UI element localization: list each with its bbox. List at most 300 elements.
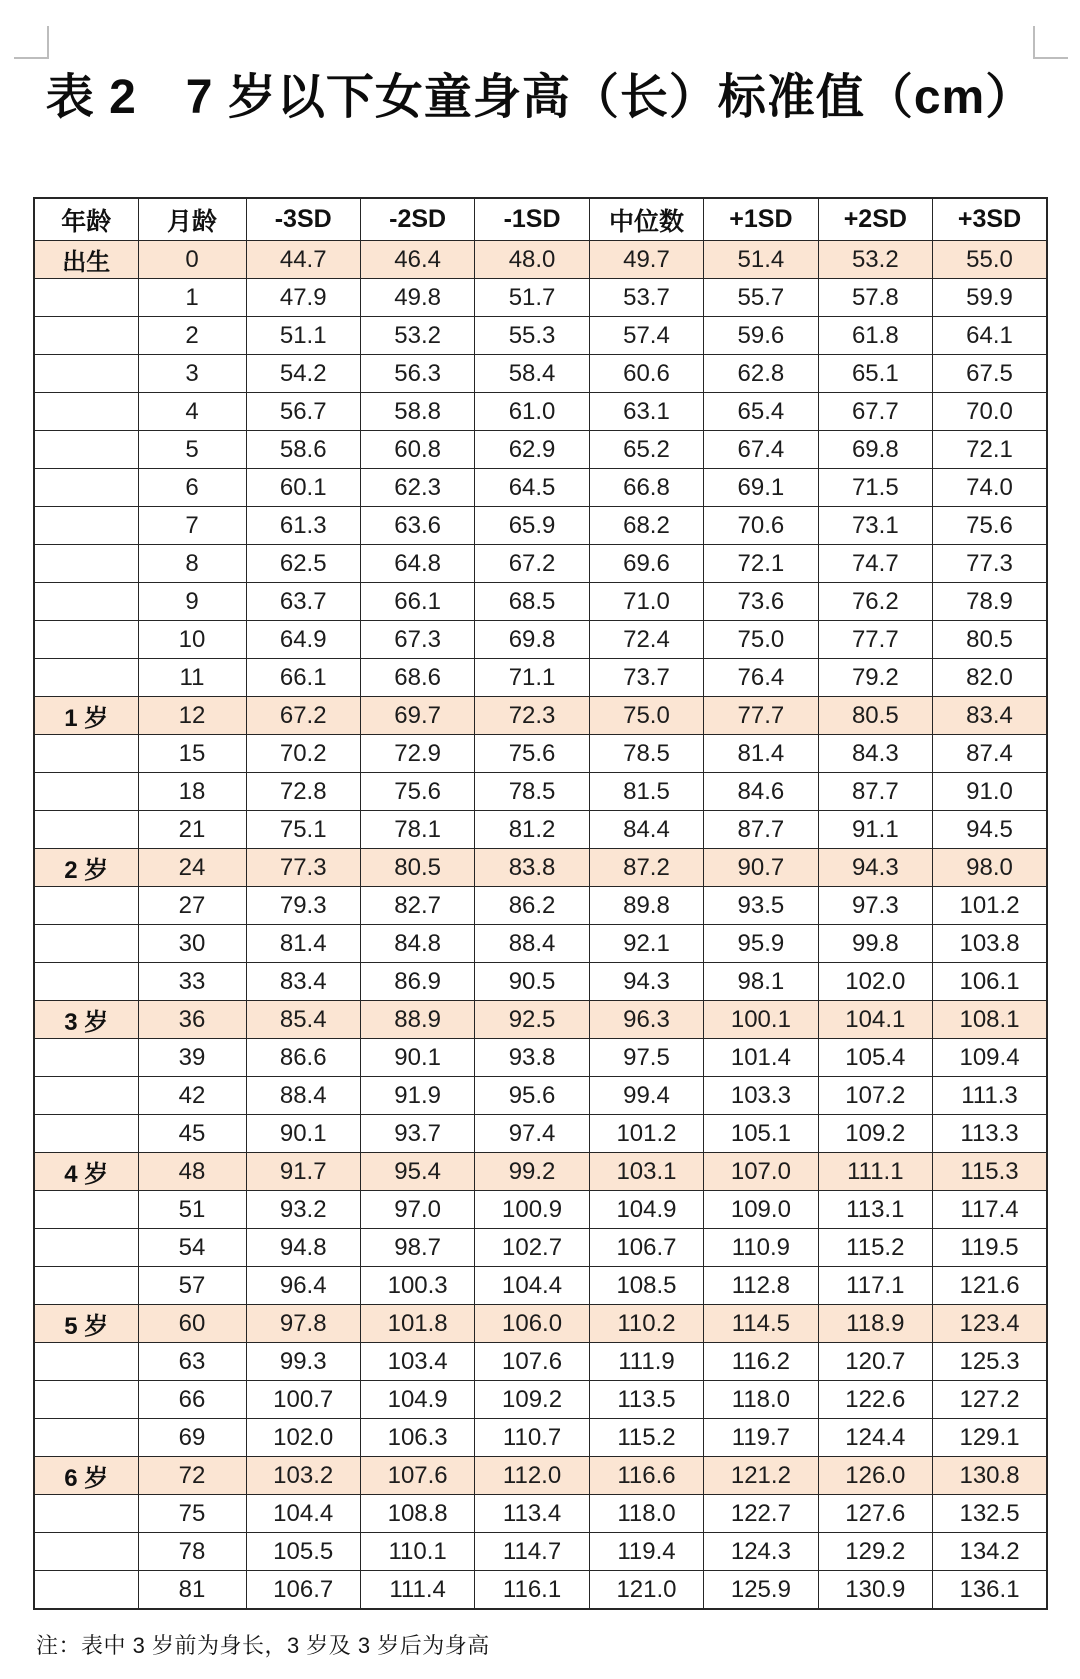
value-cell: 81.4 — [246, 925, 360, 963]
value-cell: 60.6 — [589, 355, 703, 393]
age-label-cell — [34, 355, 138, 393]
value-cell: 119.5 — [933, 1229, 1047, 1267]
value-cell: 75.1 — [246, 811, 360, 849]
value-cell: 82.0 — [933, 659, 1047, 697]
value-cell: 96.4 — [246, 1267, 360, 1305]
value-cell: 54.2 — [246, 355, 360, 393]
age-label-cell — [34, 811, 138, 849]
age-label-cell — [34, 1191, 138, 1229]
value-cell: 64.9 — [246, 621, 360, 659]
footnote: 注：表中 3 岁前为身长，3 岁及 3 岁后为身高 — [36, 1633, 490, 1658]
value-cell: 111.1 — [818, 1153, 932, 1191]
month-cell: 21 — [138, 811, 246, 849]
month-cell: 48 — [138, 1153, 246, 1191]
table-header-row — [34, 198, 1047, 241]
value-cell: 113.1 — [818, 1191, 932, 1229]
month-cell: 54 — [138, 1229, 246, 1267]
value-cell: 102.0 — [818, 963, 932, 1001]
milestone-row — [34, 1457, 1047, 1495]
age-label-cell — [34, 963, 138, 1001]
value-cell: 106.7 — [589, 1229, 703, 1267]
value-cell: 60.8 — [360, 431, 474, 469]
month-cell: 8 — [138, 545, 246, 583]
value-cell: 120.7 — [818, 1343, 932, 1381]
value-cell: 125.3 — [933, 1343, 1047, 1381]
milestone-row — [34, 1001, 1047, 1039]
age-label-cell: 1 岁 — [34, 697, 138, 735]
column-header: +3SD — [933, 198, 1047, 241]
value-cell: 71.5 — [818, 469, 932, 507]
age-label-cell — [34, 469, 138, 507]
value-cell: 118.0 — [704, 1381, 818, 1419]
value-cell: 121.0 — [589, 1571, 703, 1610]
month-cell: 15 — [138, 735, 246, 773]
value-cell: 51.4 — [704, 241, 818, 279]
value-cell: 109.2 — [818, 1115, 932, 1153]
value-cell: 88.4 — [475, 925, 589, 963]
value-cell: 99.3 — [246, 1343, 360, 1381]
month-cell: 24 — [138, 849, 246, 887]
value-cell: 58.6 — [246, 431, 360, 469]
table-row — [34, 355, 1047, 393]
value-cell: 111.9 — [589, 1343, 703, 1381]
column-header: 月龄 — [138, 198, 246, 241]
value-cell: 66.1 — [246, 659, 360, 697]
value-cell: 115.3 — [933, 1153, 1047, 1191]
value-cell: 98.1 — [704, 963, 818, 1001]
value-cell: 65.4 — [704, 393, 818, 431]
value-cell: 65.9 — [475, 507, 589, 545]
value-cell: 108.8 — [360, 1495, 474, 1533]
value-cell: 51.1 — [246, 317, 360, 355]
value-cell: 57.8 — [818, 279, 932, 317]
age-label-cell — [34, 1533, 138, 1571]
value-cell: 75.6 — [360, 773, 474, 811]
month-cell: 1 — [138, 279, 246, 317]
value-cell: 80.5 — [818, 697, 932, 735]
value-cell: 51.7 — [475, 279, 589, 317]
value-cell: 116.6 — [589, 1457, 703, 1495]
value-cell: 68.2 — [589, 507, 703, 545]
age-label-cell — [34, 1571, 138, 1610]
value-cell: 91.1 — [818, 811, 932, 849]
value-cell: 65.2 — [589, 431, 703, 469]
value-cell: 82.7 — [360, 887, 474, 925]
value-cell: 99.4 — [589, 1077, 703, 1115]
month-cell: 33 — [138, 963, 246, 1001]
value-cell: 103.1 — [589, 1153, 703, 1191]
value-cell: 63.7 — [246, 583, 360, 621]
value-cell: 87.4 — [933, 735, 1047, 773]
age-label-cell: 2 岁 — [34, 849, 138, 887]
value-cell: 106.3 — [360, 1419, 474, 1457]
column-header: -2SD — [360, 198, 474, 241]
value-cell: 72.3 — [475, 697, 589, 735]
table-row — [34, 1381, 1047, 1419]
value-cell: 91.7 — [246, 1153, 360, 1191]
value-cell: 61.8 — [818, 317, 932, 355]
value-cell: 105.1 — [704, 1115, 818, 1153]
month-cell: 78 — [138, 1533, 246, 1571]
value-cell: 55.3 — [475, 317, 589, 355]
value-cell: 95.6 — [475, 1077, 589, 1115]
value-cell: 119.4 — [589, 1533, 703, 1571]
value-cell: 53.2 — [818, 241, 932, 279]
value-cell: 122.7 — [704, 1495, 818, 1533]
value-cell: 87.7 — [818, 773, 932, 811]
value-cell: 86.2 — [475, 887, 589, 925]
value-cell: 79.2 — [818, 659, 932, 697]
value-cell: 124.3 — [704, 1533, 818, 1571]
page-margin-corner-right-icon — [1033, 26, 1068, 59]
value-cell: 59.9 — [933, 279, 1047, 317]
table-row — [34, 393, 1047, 431]
value-cell: 104.9 — [360, 1381, 474, 1419]
value-cell: 123.4 — [933, 1305, 1047, 1343]
value-cell: 113.4 — [475, 1495, 589, 1533]
value-cell: 53.7 — [589, 279, 703, 317]
table-row — [34, 1533, 1047, 1571]
value-cell: 119.7 — [704, 1419, 818, 1457]
month-cell: 45 — [138, 1115, 246, 1153]
value-cell: 117.4 — [933, 1191, 1047, 1229]
month-cell: 36 — [138, 1001, 246, 1039]
value-cell: 64.5 — [475, 469, 589, 507]
value-cell: 67.3 — [360, 621, 474, 659]
value-cell: 85.4 — [246, 1001, 360, 1039]
value-cell: 94.3 — [818, 849, 932, 887]
value-cell: 78.5 — [589, 735, 703, 773]
age-label-cell — [34, 545, 138, 583]
value-cell: 70.0 — [933, 393, 1047, 431]
value-cell: 78.5 — [475, 773, 589, 811]
value-cell: 121.6 — [933, 1267, 1047, 1305]
value-cell: 110.1 — [360, 1533, 474, 1571]
value-cell: 62.8 — [704, 355, 818, 393]
age-label-cell — [34, 1267, 138, 1305]
age-label-cell — [34, 659, 138, 697]
value-cell: 84.3 — [818, 735, 932, 773]
value-cell: 80.5 — [360, 849, 474, 887]
value-cell: 66.8 — [589, 469, 703, 507]
age-label-cell — [34, 317, 138, 355]
table-row — [34, 545, 1047, 583]
value-cell: 69.7 — [360, 697, 474, 735]
height-standard-table — [33, 197, 1048, 1610]
value-cell: 95.4 — [360, 1153, 474, 1191]
month-cell: 9 — [138, 583, 246, 621]
value-cell: 87.2 — [589, 849, 703, 887]
month-cell: 81 — [138, 1571, 246, 1610]
value-cell: 132.5 — [933, 1495, 1047, 1533]
value-cell: 78.1 — [360, 811, 474, 849]
value-cell: 127.6 — [818, 1495, 932, 1533]
value-cell: 90.5 — [475, 963, 589, 1001]
value-cell: 100.1 — [704, 1001, 818, 1039]
value-cell: 64.8 — [360, 545, 474, 583]
value-cell: 44.7 — [246, 241, 360, 279]
value-cell: 106.1 — [933, 963, 1047, 1001]
month-cell: 69 — [138, 1419, 246, 1457]
column-header: 年龄 — [34, 198, 138, 241]
table-row — [34, 469, 1047, 507]
value-cell: 134.2 — [933, 1533, 1047, 1571]
table-row — [34, 1267, 1047, 1305]
value-cell: 121.2 — [704, 1457, 818, 1495]
month-cell: 10 — [138, 621, 246, 659]
value-cell: 71.0 — [589, 583, 703, 621]
table-row — [34, 317, 1047, 355]
value-cell: 72.4 — [589, 621, 703, 659]
value-cell: 65.1 — [818, 355, 932, 393]
value-cell: 55.7 — [704, 279, 818, 317]
table-row — [34, 621, 1047, 659]
value-cell: 94.8 — [246, 1229, 360, 1267]
table-row — [34, 1077, 1047, 1115]
value-cell: 70.2 — [246, 735, 360, 773]
age-label-cell — [34, 1229, 138, 1267]
value-cell: 101.2 — [589, 1115, 703, 1153]
value-cell: 115.2 — [589, 1419, 703, 1457]
table-row — [34, 887, 1047, 925]
value-cell: 74.0 — [933, 469, 1047, 507]
age-label-cell — [34, 925, 138, 963]
value-cell: 84.4 — [589, 811, 703, 849]
value-cell: 103.4 — [360, 1343, 474, 1381]
value-cell: 116.2 — [704, 1343, 818, 1381]
value-cell: 104.9 — [589, 1191, 703, 1229]
value-cell: 88.9 — [360, 1001, 474, 1039]
value-cell: 53.2 — [360, 317, 474, 355]
month-cell: 18 — [138, 773, 246, 811]
age-label-cell — [34, 279, 138, 317]
age-label-cell — [34, 1077, 138, 1115]
column-header: -1SD — [475, 198, 589, 241]
table-row — [34, 1039, 1047, 1077]
value-cell: 93.5 — [704, 887, 818, 925]
value-cell: 62.9 — [475, 431, 589, 469]
value-cell: 75.6 — [933, 507, 1047, 545]
page-margin-corner-left-icon — [14, 26, 49, 59]
table-row — [34, 773, 1047, 811]
value-cell: 67.4 — [704, 431, 818, 469]
value-cell: 67.5 — [933, 355, 1047, 393]
value-cell: 97.3 — [818, 887, 932, 925]
age-label-cell — [34, 735, 138, 773]
value-cell: 90.1 — [360, 1039, 474, 1077]
value-cell: 117.1 — [818, 1267, 932, 1305]
value-cell: 99.2 — [475, 1153, 589, 1191]
value-cell: 93.2 — [246, 1191, 360, 1229]
table-row — [34, 1115, 1047, 1153]
value-cell: 59.6 — [704, 317, 818, 355]
month-cell: 11 — [138, 659, 246, 697]
value-cell: 76.4 — [704, 659, 818, 697]
value-cell: 83.4 — [246, 963, 360, 1001]
table-row — [34, 583, 1047, 621]
value-cell: 100.7 — [246, 1381, 360, 1419]
value-cell: 77.7 — [818, 621, 932, 659]
value-cell: 118.0 — [589, 1495, 703, 1533]
month-cell: 5 — [138, 431, 246, 469]
value-cell: 92.5 — [475, 1001, 589, 1039]
value-cell: 129.1 — [933, 1419, 1047, 1457]
value-cell: 77.3 — [246, 849, 360, 887]
value-cell: 87.7 — [704, 811, 818, 849]
value-cell: 125.9 — [704, 1571, 818, 1610]
value-cell: 124.4 — [818, 1419, 932, 1457]
table-row — [34, 963, 1047, 1001]
value-cell: 63.6 — [360, 507, 474, 545]
value-cell: 75.0 — [704, 621, 818, 659]
age-label-cell: 出生 — [34, 241, 138, 279]
value-cell: 116.1 — [475, 1571, 589, 1610]
age-label-cell — [34, 887, 138, 925]
page-title: 表 2 7 岁以下女童身高（长）标准值（cm） — [45, 71, 1035, 124]
value-cell: 91.9 — [360, 1077, 474, 1115]
value-cell: 107.6 — [360, 1457, 474, 1495]
value-cell: 114.7 — [475, 1533, 589, 1571]
age-label-cell — [34, 773, 138, 811]
age-label-cell — [34, 621, 138, 659]
milestone-row — [34, 1153, 1047, 1191]
month-cell: 63 — [138, 1343, 246, 1381]
value-cell: 95.9 — [704, 925, 818, 963]
value-cell: 129.2 — [818, 1533, 932, 1571]
value-cell: 109.4 — [933, 1039, 1047, 1077]
value-cell: 104.1 — [818, 1001, 932, 1039]
month-cell: 30 — [138, 925, 246, 963]
age-label-cell — [34, 431, 138, 469]
value-cell: 73.7 — [589, 659, 703, 697]
value-cell: 98.0 — [933, 849, 1047, 887]
milestone-row — [34, 241, 1047, 279]
value-cell: 69.1 — [704, 469, 818, 507]
value-cell: 107.0 — [704, 1153, 818, 1191]
value-cell: 96.3 — [589, 1001, 703, 1039]
month-cell: 60 — [138, 1305, 246, 1343]
value-cell: 69.8 — [475, 621, 589, 659]
value-cell: 84.6 — [704, 773, 818, 811]
age-label-cell — [34, 507, 138, 545]
value-cell: 58.4 — [475, 355, 589, 393]
value-cell: 102.7 — [475, 1229, 589, 1267]
table-row — [34, 1229, 1047, 1267]
value-cell: 79.3 — [246, 887, 360, 925]
value-cell: 86.6 — [246, 1039, 360, 1077]
age-label-cell: 5 岁 — [34, 1305, 138, 1343]
value-cell: 86.9 — [360, 963, 474, 1001]
value-cell: 56.7 — [246, 393, 360, 431]
value-cell: 101.8 — [360, 1305, 474, 1343]
value-cell: 58.8 — [360, 393, 474, 431]
value-cell: 80.5 — [933, 621, 1047, 659]
value-cell: 62.5 — [246, 545, 360, 583]
table-row — [34, 1191, 1047, 1229]
table-row — [34, 925, 1047, 963]
value-cell: 73.1 — [818, 507, 932, 545]
value-cell: 72.1 — [704, 545, 818, 583]
value-cell: 93.7 — [360, 1115, 474, 1153]
month-cell: 72 — [138, 1457, 246, 1495]
value-cell: 118.9 — [818, 1305, 932, 1343]
value-cell: 127.2 — [933, 1381, 1047, 1419]
column-header: +2SD — [818, 198, 932, 241]
table-row — [34, 1495, 1047, 1533]
milestone-row — [34, 1305, 1047, 1343]
value-cell: 94.5 — [933, 811, 1047, 849]
value-cell: 75.0 — [589, 697, 703, 735]
table-body — [34, 241, 1047, 1610]
value-cell: 73.6 — [704, 583, 818, 621]
table-row — [34, 1571, 1047, 1610]
value-cell: 103.2 — [246, 1457, 360, 1495]
value-cell: 108.1 — [933, 1001, 1047, 1039]
month-cell: 4 — [138, 393, 246, 431]
value-cell: 136.1 — [933, 1571, 1047, 1610]
value-cell: 57.4 — [589, 317, 703, 355]
value-cell: 83.4 — [933, 697, 1047, 735]
value-cell: 101.2 — [933, 887, 1047, 925]
value-cell: 101.4 — [704, 1039, 818, 1077]
column-header: 中位数 — [589, 198, 703, 241]
value-cell: 104.4 — [246, 1495, 360, 1533]
value-cell: 67.7 — [818, 393, 932, 431]
month-cell: 42 — [138, 1077, 246, 1115]
value-cell: 81.2 — [475, 811, 589, 849]
month-cell: 0 — [138, 241, 246, 279]
value-cell: 47.9 — [246, 279, 360, 317]
value-cell: 100.9 — [475, 1191, 589, 1229]
month-cell: 12 — [138, 697, 246, 735]
value-cell: 72.8 — [246, 773, 360, 811]
value-cell: 98.7 — [360, 1229, 474, 1267]
value-cell: 100.3 — [360, 1267, 474, 1305]
value-cell: 97.5 — [589, 1039, 703, 1077]
value-cell: 110.7 — [475, 1419, 589, 1457]
value-cell: 122.6 — [818, 1381, 932, 1419]
value-cell: 126.0 — [818, 1457, 932, 1495]
value-cell: 105.5 — [246, 1533, 360, 1571]
value-cell: 106.0 — [475, 1305, 589, 1343]
value-cell: 63.1 — [589, 393, 703, 431]
age-label-cell — [34, 1495, 138, 1533]
value-cell: 97.8 — [246, 1305, 360, 1343]
age-label-cell — [34, 1419, 138, 1457]
value-cell: 74.7 — [818, 545, 932, 583]
month-cell: 2 — [138, 317, 246, 355]
table-row — [34, 1343, 1047, 1381]
age-label-cell — [34, 393, 138, 431]
value-cell: 72.1 — [933, 431, 1047, 469]
age-label-cell — [34, 1381, 138, 1419]
value-cell: 62.3 — [360, 469, 474, 507]
value-cell: 90.7 — [704, 849, 818, 887]
value-cell: 81.5 — [589, 773, 703, 811]
value-cell: 109.2 — [475, 1381, 589, 1419]
value-cell: 68.6 — [360, 659, 474, 697]
value-cell: 97.0 — [360, 1191, 474, 1229]
value-cell: 104.4 — [475, 1267, 589, 1305]
value-cell: 111.4 — [360, 1571, 474, 1610]
value-cell: 83.8 — [475, 849, 589, 887]
table-row — [34, 507, 1047, 545]
value-cell: 67.2 — [475, 545, 589, 583]
value-cell: 61.0 — [475, 393, 589, 431]
table-row — [34, 735, 1047, 773]
table-row — [34, 659, 1047, 697]
month-cell: 66 — [138, 1381, 246, 1419]
